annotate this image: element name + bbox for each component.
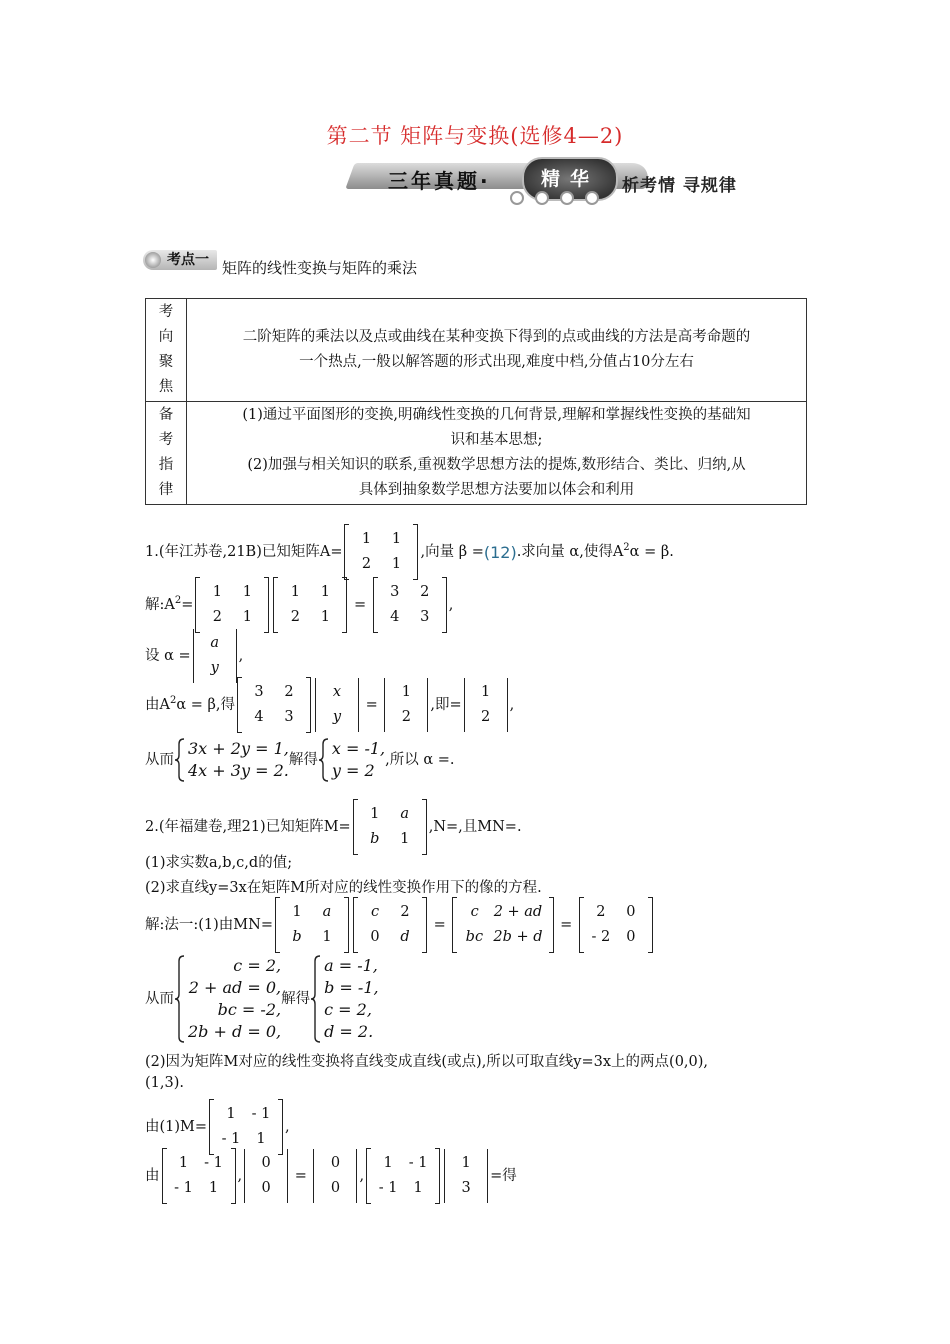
matrix-cell: 3 bbox=[461, 1180, 471, 1196]
matrix-cell: bc bbox=[465, 929, 484, 945]
matrix bbox=[373, 578, 447, 632]
equation-system bbox=[174, 955, 281, 1043]
problem-2-question: 2.(年福建卷,理21)已知矩阵M= 1 a b 1 ,N=,且MN=. bbox=[145, 800, 522, 854]
matrix-cell: 1 bbox=[461, 1155, 471, 1171]
vector bbox=[313, 1149, 357, 1203]
page-title: 第二节 矩阵与变换(选修4—2) bbox=[326, 124, 624, 148]
matrix-cell: 1 bbox=[320, 584, 330, 600]
matrix bbox=[195, 578, 269, 632]
matrix-cell: 4 bbox=[254, 709, 264, 725]
vector bbox=[244, 1149, 288, 1203]
matrix-cell: 1 bbox=[208, 1180, 219, 1196]
matrix-cell: - 1 bbox=[204, 1155, 223, 1171]
kaodian-title: 矩阵的线性变换与矩阵的乘法 bbox=[222, 259, 418, 277]
table-row bbox=[146, 402, 807, 505]
vector bbox=[384, 678, 428, 732]
matrix-cell: 2 bbox=[212, 609, 222, 625]
matrix-cell: 0 bbox=[261, 1180, 271, 1196]
equation-system bbox=[318, 738, 385, 782]
matrix-cell: a bbox=[322, 904, 332, 920]
matrix-cell: 2 + ad bbox=[493, 904, 543, 920]
matrix bbox=[366, 1149, 440, 1203]
matrix bbox=[237, 678, 311, 732]
problem-2-subquestion-1: (1)求实数a,b,c,d的值; bbox=[145, 855, 293, 871]
matrix bbox=[209, 1100, 283, 1154]
matrix bbox=[275, 898, 349, 952]
matrix-cell: 1 bbox=[256, 1131, 266, 1147]
matrix bbox=[273, 578, 347, 632]
matrix-cell: 1 bbox=[290, 584, 300, 600]
brace-icon bbox=[310, 955, 322, 1043]
matrix-cell: 1 bbox=[481, 684, 491, 700]
matrix-cell: 0 bbox=[330, 1155, 341, 1171]
matrix-A bbox=[344, 525, 418, 579]
problem-1-solution-step4: 从而 3x + 2y = 1, 4x + 3y = 2. 解得 x = -1, y = 2 ,所以 α =. bbox=[145, 739, 455, 780]
problem-2-subquestion-2: (2)求直线y=3x在矩阵M所对应的线性变换作用下的像的方程. bbox=[145, 880, 542, 896]
problem-1-solution-step1: 解$:A^2=$ 1 1 2 1 1 1 2 1 = 3 2 4 3 , bbox=[145, 578, 453, 632]
equation-row: 2 + ad = 0, bbox=[188, 978, 282, 997]
matrix-cell: 4 bbox=[390, 609, 400, 625]
matrix-cell: 3 bbox=[284, 709, 294, 725]
matrix-cell: a bbox=[400, 806, 410, 822]
matrix-cell: 1 bbox=[292, 904, 302, 920]
problem-2-solution-step1: 解:法一:(1)由MN= 1 a b 1 c 2 0 d = c 2 + ad bc 2b + d = 2 0 - 2 0 bbox=[145, 898, 655, 952]
matrix bbox=[579, 898, 653, 952]
equation-row: 2b + d = 0, bbox=[188, 1022, 282, 1041]
matrix-cell: 2 bbox=[481, 709, 491, 725]
matrix-cell: 1 bbox=[361, 531, 372, 547]
matrix bbox=[452, 898, 553, 952]
matrix-cell: b bbox=[370, 831, 380, 847]
matrix bbox=[162, 1149, 236, 1203]
matrix-cell: 3 bbox=[254, 684, 264, 700]
matrix-cell: 1 bbox=[242, 584, 252, 600]
matrix-cell: - 1 bbox=[251, 1106, 271, 1122]
matrix-cell: a bbox=[210, 635, 219, 651]
matrix-cell: - 1 bbox=[221, 1131, 241, 1147]
row-body: (1)通过平面图形的变换,明确线性变换的几何背景,理解和掌握线性变换的基础知 识和基本思想; (2)加强与相关知识的联系,重视数学思想方法的提炼,数形结合、类比、归纳,从 具体到抽象数学思想方法要加以体会和利用 bbox=[187, 402, 807, 505]
matrix-cell: c bbox=[470, 904, 479, 920]
matrix-cell: 2 bbox=[290, 609, 300, 625]
row-header: 考 向 聚 焦 bbox=[146, 299, 187, 402]
vector bbox=[444, 1149, 488, 1203]
matrix-cell: 1 bbox=[242, 609, 252, 625]
matrix-cell: 1 bbox=[226, 1106, 236, 1122]
matrix-cell: 1 bbox=[178, 1155, 189, 1171]
matrix-cell: 1 bbox=[413, 1180, 423, 1196]
matrix bbox=[353, 898, 427, 952]
matrix-cell: 2 bbox=[596, 904, 606, 920]
problem-2-solution-step5: 由 1 - 1 - 1 1 , 0 0 = 0 0 , 1 - 1 - 1 1 1 3 =得 bbox=[145, 1149, 517, 1203]
matrix-cell: b bbox=[292, 929, 302, 945]
matrix-cell: 2 bbox=[361, 556, 372, 572]
matrix-cell: 1 bbox=[400, 831, 410, 847]
exam-focus-table bbox=[145, 298, 807, 505]
matrix-cell: 1 bbox=[212, 584, 222, 600]
matrix-cell: 0 bbox=[626, 904, 636, 920]
matrix-cell: 1 bbox=[370, 806, 380, 822]
matrix-cell: y bbox=[210, 660, 219, 676]
matrix-cell: - 1 bbox=[408, 1155, 428, 1171]
equation-row: d = 2. bbox=[324, 1022, 374, 1041]
problem-2-solution-step3-line1: (2)因为矩阵M对应的线性变换将直线变成直线(或点),所以可取直线y=3x上的两点(0,0), bbox=[145, 1054, 709, 1070]
matrix-M bbox=[353, 800, 427, 854]
problem-2-solution-step3-line2: (1,3). bbox=[145, 1075, 184, 1091]
matrix-cell: c bbox=[370, 904, 380, 920]
matrix-cell: 0 bbox=[261, 1155, 271, 1171]
matrix-cell: 1 bbox=[391, 556, 402, 572]
brace-icon bbox=[174, 955, 186, 1043]
banner-circle-badge: 精华 bbox=[522, 157, 618, 201]
vector-beta: (12) bbox=[483, 542, 517, 562]
equation-row: 3x + 2y = 1, bbox=[188, 739, 289, 758]
equation-row: x = -1, bbox=[331, 739, 386, 758]
matrix-cell: - 1 bbox=[378, 1180, 398, 1196]
badge-ball-icon bbox=[145, 252, 161, 268]
matrix-cell: x bbox=[332, 684, 342, 700]
matrix-cell: 2 bbox=[401, 709, 411, 725]
matrix-cell: 2 bbox=[284, 684, 294, 700]
matrix-cell: 2 bbox=[400, 904, 410, 920]
equation-row: c = 2, bbox=[324, 1000, 372, 1019]
vector bbox=[464, 678, 508, 732]
matrix-cell: 1 bbox=[391, 531, 402, 547]
equation-row: y = 2 bbox=[331, 761, 375, 780]
banner-subtitle: 析考情 寻规律 bbox=[622, 176, 737, 196]
problem-1-solution-step2: 设 α = a y , bbox=[145, 629, 243, 683]
problem-1-solution-step3: 由$A^2\alpha = \beta$,得 3 2 4 3 x y = 1 2 ,即= 1 2 , bbox=[145, 678, 514, 732]
matrix-cell: y bbox=[332, 709, 342, 725]
equation-row: 4x + 3y = 2. bbox=[188, 761, 289, 780]
equation-row: a = -1, bbox=[324, 956, 378, 975]
matrix-cell: 3 bbox=[420, 609, 430, 625]
matrix-cell: - 2 bbox=[591, 929, 611, 945]
matrix-cell: 1 bbox=[322, 929, 332, 945]
table-row bbox=[146, 299, 807, 402]
row-header: 备 考 指 律 bbox=[146, 402, 187, 505]
problem-1-question: 1.(年江苏卷,21B)已知矩阵A= 1 1 2 1 ,向量 β =(12).求向量 α,使得$A^2\alpha = \beta$. bbox=[145, 525, 674, 579]
banner-dots bbox=[390, 191, 610, 203]
matrix-cell: 0 bbox=[330, 1180, 341, 1196]
banner-main-text: 三年真题· bbox=[388, 169, 491, 193]
equation-system bbox=[174, 738, 289, 782]
vector-alpha bbox=[193, 629, 237, 683]
equation-row: bc = -2, bbox=[217, 1000, 282, 1019]
vector bbox=[315, 678, 359, 732]
row-body: 二阶矩阵的乘法以及点或曲线在某种变换下得到的点或曲线的方法是高考命题的 一个热点,一般以解答题的形式出现,难度中档,分值占10分左右 bbox=[187, 299, 807, 402]
matrix-cell: 0 bbox=[626, 929, 636, 945]
matrix-cell: 2 bbox=[420, 584, 430, 600]
matrix-cell: 1 bbox=[401, 684, 411, 700]
matrix-cell: 0 bbox=[370, 929, 380, 945]
matrix-cell: 1 bbox=[320, 609, 330, 625]
matrix-cell: 2b + d bbox=[493, 929, 543, 945]
matrix-cell: d bbox=[400, 929, 410, 945]
section-banner bbox=[330, 157, 775, 207]
equation-system bbox=[310, 955, 379, 1043]
matrix-cell: 1 bbox=[383, 1155, 393, 1171]
equation-row: b = -1, bbox=[324, 978, 379, 997]
equation-row: c = 2, bbox=[233, 956, 282, 975]
brace-icon bbox=[318, 738, 330, 782]
matrix-cell: 3 bbox=[390, 584, 400, 600]
kaodian-badge: 考点一 bbox=[143, 250, 217, 270]
problem-2-solution-step2: 从而 c = 2, 2 + ad = 0, bc = -2, 2b + d = 0, 解得 a = -1, b = -1, c = 2, d = 2. bbox=[145, 956, 379, 1041]
brace-icon bbox=[174, 738, 186, 782]
problem-2-solution-step4: 由(1)M= 1 - 1 - 1 1 , bbox=[145, 1100, 290, 1154]
matrix-cell: - 1 bbox=[174, 1180, 193, 1196]
